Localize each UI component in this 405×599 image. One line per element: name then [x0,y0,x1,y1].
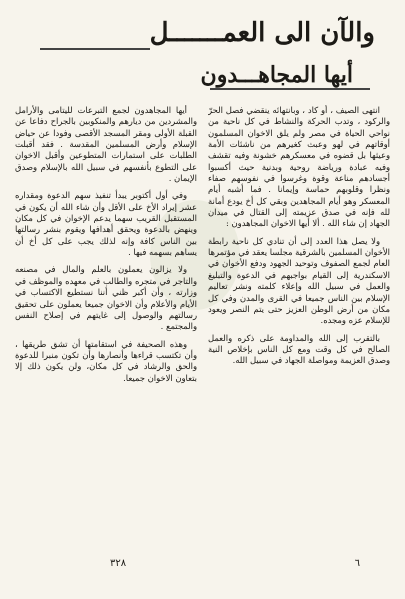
column-right [208,105,390,545]
page-number: ٣٢٨ [110,558,127,569]
page-footer [0,558,405,576]
paragraph: وهذه الصحيفة في استقامتها أن تشق طريقها ، وأن تكتسب قراءها وأنصارها وأن تكون منبرا للدعوة والحق والرشاد في كل مكان، ولن يكون ذلك إلا بتعاون الاخوان جميعا. [15,338,197,383]
paragraph: وفي أول أكتوبر يبدأ تنفيذ سهم الدعوة ومقداره عشر إيراد الأخ على الأقل وأن شاء الله أن يكون في المستقبل القريب سهما يدعم الإخوان في كل مكان وينهض بالدعوة ويحقق أهدافها ويقوم بنشر رسالتها بين الناس كافة وإنه لذلك يجب على كل أخ أن يساهم بسهمه فيها . [15,190,197,258]
paragraph: انتهى الصيف ، أو كاد ، وبانتهائه ينقضي فصل الحرّ والركود ، وتدب الحركة والنشاط في كل ناحية من نواحي الحياة في مصر ولم يلق الاخوان المسلمون أوقاتهم في لهو وعبث كغيرهم من ناشئات الأمة وعيثها بل قضوه في معسكرهم خشونة وفيه تقشف وفيه عبادة ورياضة روحية وبدنية حيث أكسبوا أجسادهم مناعة وقوة وغرسوا في نفوسهم صفاء ونظرا وقلوبهم حماسة وإيمانا . فما أشبه أيام المعسكر وهو أيام المجاهدين وبقي كل أخ يودع أمانة لله فإنه في صدق عزيمته إلى القتال في ميدان الجهاد إن شاء الله . ألا أيها الاخوان المجاهدون : [208,105,390,229]
title-rule [40,48,150,50]
paragraph: بالتقرب إلى الله والمداومة على ذكره والعمل الصالح في كل وقت ومع كل الناس بإخلاص النية وصدق العزيمة ومواصلة الجهاد في سبيل الله. [208,332,390,366]
page-title: والآن الى العمـــــــل [149,18,375,48]
article-body [15,105,390,545]
sheet-number: ٦ [354,558,360,569]
column-left [15,105,197,545]
subtitle-rule [210,88,370,90]
paragraph: أيها المجاهدون لجمع التبرعات لليتامى والأرامل والمشردين من ديارهم والمنكوبين بالجراح دفاعا عن القبلة الأولى ومقر المسجد الأقصى وفودا عن حياض الإسلام وأرض المسلمين المقدسة . فقد أقبلت الطلبات على استمارات المتطوعين وأقبل الاخوان على التطوع بأنفسهم في سبيل الله بالإسلام وصدق الإيمان . [15,105,197,184]
paragraph: ولا يصل هذا العدد إلى أن تنادي كل ناحية رابطة الأخوان المسلمين بالشرقية مجلسا يعقد في مؤتمرها العام لجمع الصفوف وتوحيد الجهود ودفع الأخوان في الاسكندرية إلى القيام بواجبهم في الدعوة والتبليغ والعمل في سبيل الله وإعلاء كلمته ونشر تعاليم الإسلام بين الناس جميعا في القرى والمدن وفي كل مكان من أرض الوطن العزيز حتى يتم النصر ويعود للإسلام عزه ومجده. [208,235,390,326]
article-title: أيها المجاهـــدون [200,62,353,88]
paragraph: ولا يزالون يعملون بالعلم والمال في مصنعه والتاجر في متجره والطالب في معهده والموظف في وزارته ، وأن أكبر ظني أننا نستطيع الاكتساب في الأيام والأعلام وأن الاخوان جميعا يعملون على تحقيق رسالتهم والوصول إلى غايتهم في إصلاح النفس والمجتمع . [15,264,197,332]
